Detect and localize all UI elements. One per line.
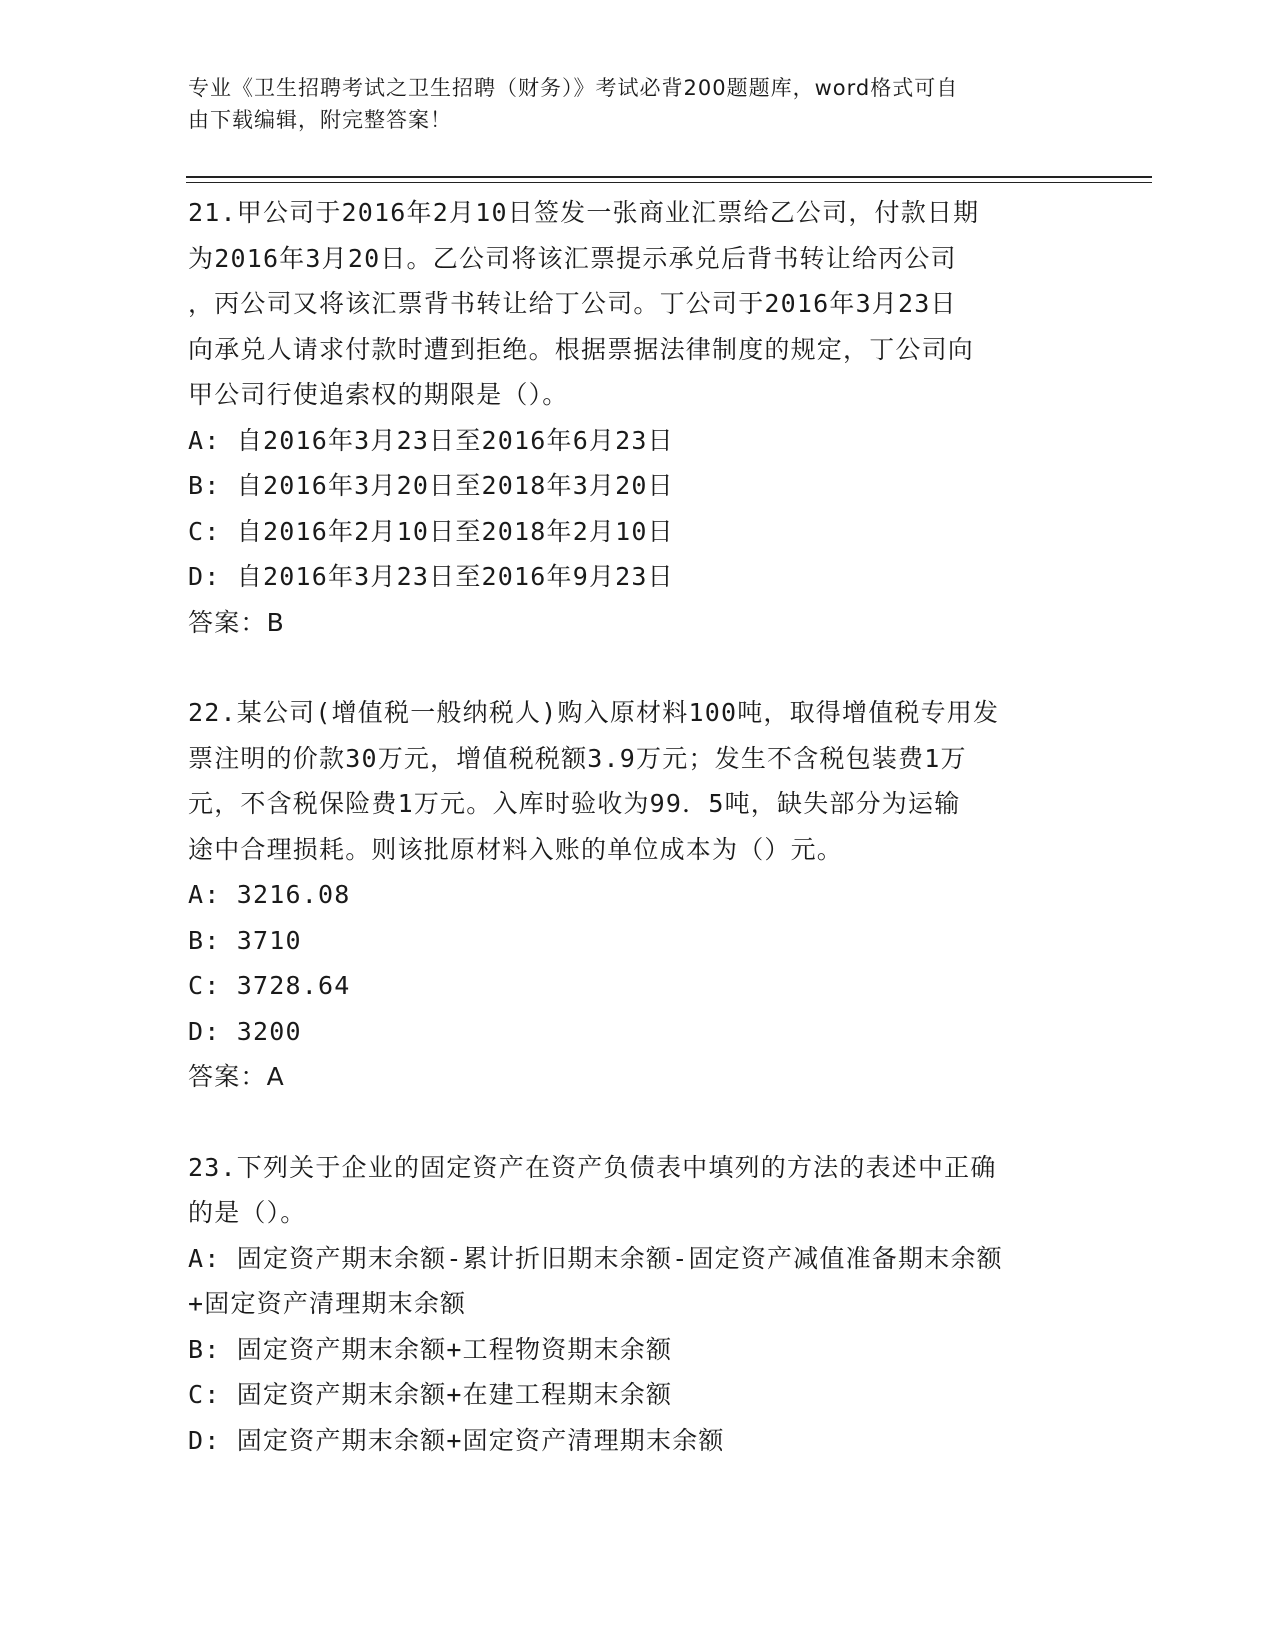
option-a: A: 固定资产期末余额-累计折旧期末余额-固定资产减值准备期末余额 [188, 1243, 1003, 1273]
option-c: C: 自2016年2月10日至2018年2月10日 [188, 516, 674, 546]
header-rule-thin [186, 182, 1152, 183]
question-text-line: 票注明的价款30万元，增值税税额3.9万元；发生不含税包装费1万 [188, 743, 967, 773]
option-a: A: 自2016年3月23日至2016年6月23日 [188, 425, 674, 455]
option-a: A: 3216.08 [188, 880, 351, 909]
question-text-line: 甲公司行使追索权的期限是（）。 [188, 380, 569, 409]
spacer [188, 645, 1088, 690]
question-text-line: 为2016年3月20日。乙公司将该汇票提示承兑后背书转让给丙公司 [188, 243, 957, 273]
option-c: C: 固定资产期末余额+在建工程期末余额 [188, 1380, 673, 1409]
option-b: B: 固定资产期末余额+工程物资期末余额 [188, 1334, 673, 1364]
header-line-2: 由下载编辑，附完整答案！ [188, 108, 452, 132]
answer: 答案：A [188, 1062, 285, 1091]
answer: 答案：B [188, 607, 285, 637]
option-d: D: 固定资产期末余额+固定资产清理期末余额 [188, 1425, 725, 1455]
header-line-1: 专业《卫生招聘考试之卫生招聘（财务）》考试必背200题题库，word格式可自 [188, 76, 959, 100]
question-23 [188, 1145, 1088, 1464]
question-text-line: 向承兑人请求付款时遭到拒绝。根据票据法律制度的规定，丁公司向 [188, 334, 975, 364]
question-text-line: ，丙公司又将该汇票背书转让给丁公司。丁公司于2016年3月23日 [188, 289, 957, 318]
page-header [188, 72, 1068, 136]
question-text-line: 的是（）。 [188, 1198, 307, 1227]
question-list [188, 190, 1088, 1463]
question-text-line: 元，不含税保险费1万元。入库时验收为99．5吨，缺失部分为运输 [188, 789, 961, 818]
spacer [188, 1100, 1088, 1145]
question-text-line: 22.某公司(增值税一般纳税人)购入原材料100吨，取得增值税专用发 [188, 698, 1000, 727]
question-text-line: 途中合理损耗。则该批原材料入账的单位成本为（）元。 [188, 834, 844, 864]
option-a-continued: +固定资产清理期末余额 [188, 1289, 467, 1318]
question-text-line: 23.下列关于企业的固定资产在资产负债表中填列的方法的表述中正确 [188, 1152, 997, 1182]
option-c: C: 3728.64 [188, 971, 351, 1000]
question-21 [188, 190, 1088, 645]
question-text-line: 21.甲公司于2016年2月10日签发一张商业汇票给乙公司，付款日期 [188, 198, 980, 227]
option-b: B: 3710 [188, 925, 302, 955]
option-b: B: 自2016年3月20日至2018年3月20日 [188, 471, 674, 500]
option-d: D: 3200 [188, 1016, 302, 1046]
header-rule-thick [186, 176, 1152, 178]
question-22 [188, 690, 1088, 1100]
option-d: D: 自2016年3月23日至2016年9月23日 [188, 562, 674, 591]
